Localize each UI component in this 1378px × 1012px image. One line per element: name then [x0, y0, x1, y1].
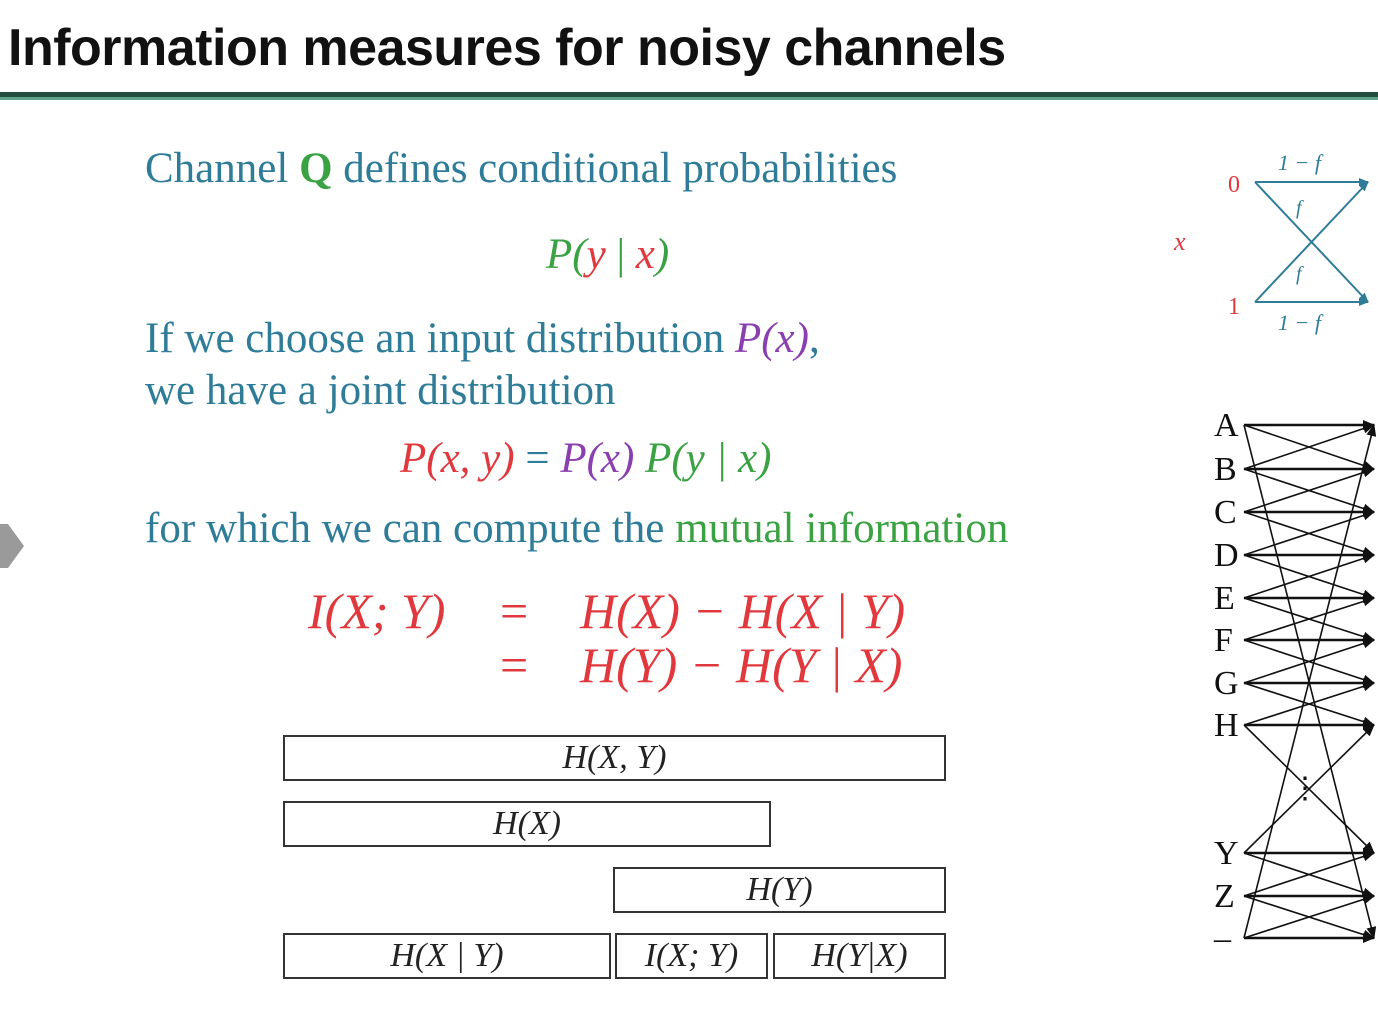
binary-symmetric-channel-diagram [1160, 140, 1378, 340]
typewriter-letter: A [1214, 407, 1239, 444]
mi-equals-1: = [500, 583, 529, 639]
typewriter-letter: G [1214, 665, 1239, 702]
typewriter-letter: C [1214, 494, 1237, 531]
typewriter-letter: B [1214, 451, 1237, 488]
input-distribution-px: P(x) [734, 315, 809, 362]
typewriter-letter: F [1214, 622, 1233, 659]
bsc-input-1: 1 [1228, 294, 1240, 320]
box-conditional-entropy-x-given-y: H(X | Y) [283, 933, 611, 979]
typewriter-letter: D [1214, 537, 1239, 574]
joint-px: P(x) [560, 435, 635, 482]
box-mutual-information: I(X; Y) [615, 933, 768, 979]
channel-intro-line [145, 144, 897, 193]
channel-intro-pre: Channel [145, 145, 300, 192]
cond-bar: | [605, 231, 636, 278]
box-conditional-entropy-y-given-x: H(Y|X) [773, 933, 946, 979]
channel-symbol: Q [299, 145, 333, 192]
bsc-input-label: x [1174, 227, 1186, 256]
mi-rhs-1: H(X) − H(X | Y) [580, 583, 906, 639]
choose-pre: If we choose an input distribution [145, 315, 735, 362]
choose-post: , [808, 315, 820, 362]
title-rule-accent [0, 97, 1378, 100]
bsc-bottom-label: 1 − f [1278, 310, 1321, 335]
cond-lhs: P( [546, 231, 587, 278]
joint-distribution-line: we have a joint distribution [145, 367, 616, 414]
mi-rhs-2: H(Y) − H(Y | X) [580, 637, 903, 693]
channel-intro-post: defines conditional probabilities [332, 145, 898, 192]
typewriter-letter: E [1214, 580, 1235, 617]
box-entropy-x: H(X) [283, 801, 771, 847]
bsc-cross-label-top: f [1296, 197, 1302, 219]
cond-rhs: ) [654, 231, 670, 278]
bsc-input-0: 0 [1228, 172, 1240, 198]
typewriter-edges [1244, 425, 1374, 938]
cond-y: y [586, 231, 606, 278]
cond-x: x [635, 231, 655, 278]
joint-distribution-equation [400, 434, 772, 483]
typewriter-letter: Y [1214, 835, 1239, 872]
joint-pyx: P(y | x) [634, 435, 772, 482]
mutual-information-line [145, 504, 1008, 553]
typewriter-ellipsis: ⋮ [1290, 772, 1320, 805]
slide-title: Information measures for noisy channels [8, 19, 1006, 77]
typewriter-letter: – [1214, 920, 1231, 950]
typewriter-letters [1213, 407, 1239, 950]
box-joint-entropy: H(X, Y) [283, 735, 946, 781]
previous-slide-arrow-icon[interactable] [0, 522, 26, 570]
joint-lhs: P(x, y) [400, 435, 515, 482]
mi-equals-2: = [500, 637, 529, 693]
noisy-typewriter-diagram [1210, 400, 1378, 950]
mutual-information-term: mutual information [675, 505, 1009, 552]
input-distribution-line [145, 314, 820, 363]
compute-pre: for which we can compute the [145, 505, 676, 552]
bsc-top-label: 1 − f [1278, 150, 1321, 175]
mi-lhs: I(X; Y) [308, 583, 446, 639]
box-entropy-y: H(Y) [613, 867, 946, 913]
bsc-cross-label-bottom: f [1296, 263, 1302, 285]
typewriter-letter: H [1214, 707, 1239, 744]
conditional-probability-equation [546, 230, 669, 279]
joint-equals: = [514, 435, 561, 482]
typewriter-letter: Z [1214, 878, 1235, 915]
